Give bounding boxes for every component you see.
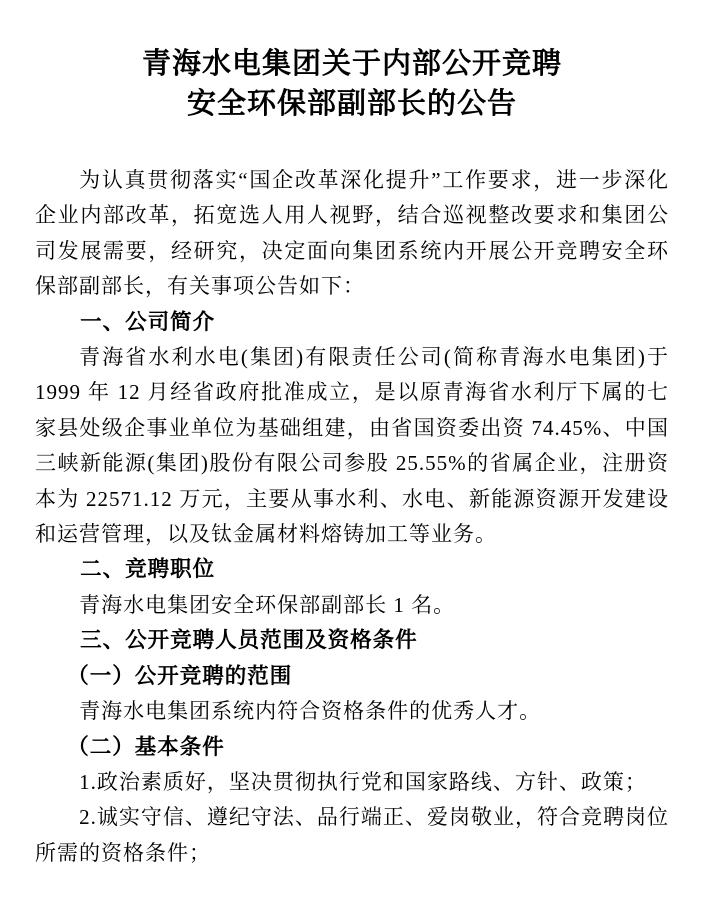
section-heading: 二、竞聘职位 [80,557,216,582]
document-title [35,44,669,124]
paragraph: 为认真贯彻落实“国企改革深化提升”工作要求，进一步深化企业内部改革，拓宽选人用人视野，结合巡视整改要求和集团公司发展需要，经研究，决定面向集团系统内开展公开竞聘安全环保部副部长，有关事项公告如下： [35,168,669,299]
document-title-line2: 安全环保部副部长的公告 [186,88,517,120]
paragraph: 青海水电集团系统内符合资格条件的优秀人才。 [79,699,542,724]
paragraph: 1.政治素质好，坚决贯彻执行党和国家路线、方针、政策； [79,769,647,794]
section-heading: （一）公开竞聘的范围 [67,663,293,688]
paragraph: 青海水电集团安全环保部副部长 1 名。 [79,592,456,617]
paragraph: 青海省水利水电(集团)有限责任公司(简称青海水电集团)于 1999 年 12 月经省政府批准成立，是以原青海省水利厅下属的七家县处级企事业单位为基础组建，由省国资委出资 74.45%、中国三峡新能源(集团)股份有限公司参股 25.55%的省属企业，注册资本为 22571.12 万元，主要从事水利、水电、新能源资源开发建设和运营管理，以及钛金属材料熔铸加工等业务。 [35,345,669,547]
document-body [35,163,669,871]
section-heading: （二）基本条件 [67,734,225,759]
section-heading: 一、公司简介 [80,309,216,334]
section-heading: 三、公开竞聘人员范围及资格条件 [80,628,418,653]
paragraph: 2.诚实守信、遵纪守法、品行端正、爱岗敬业，符合竞聘岗位所需的资格条件； [35,805,669,865]
document-title-line1: 青海水电集团关于内部公开竞聘 [141,48,562,80]
